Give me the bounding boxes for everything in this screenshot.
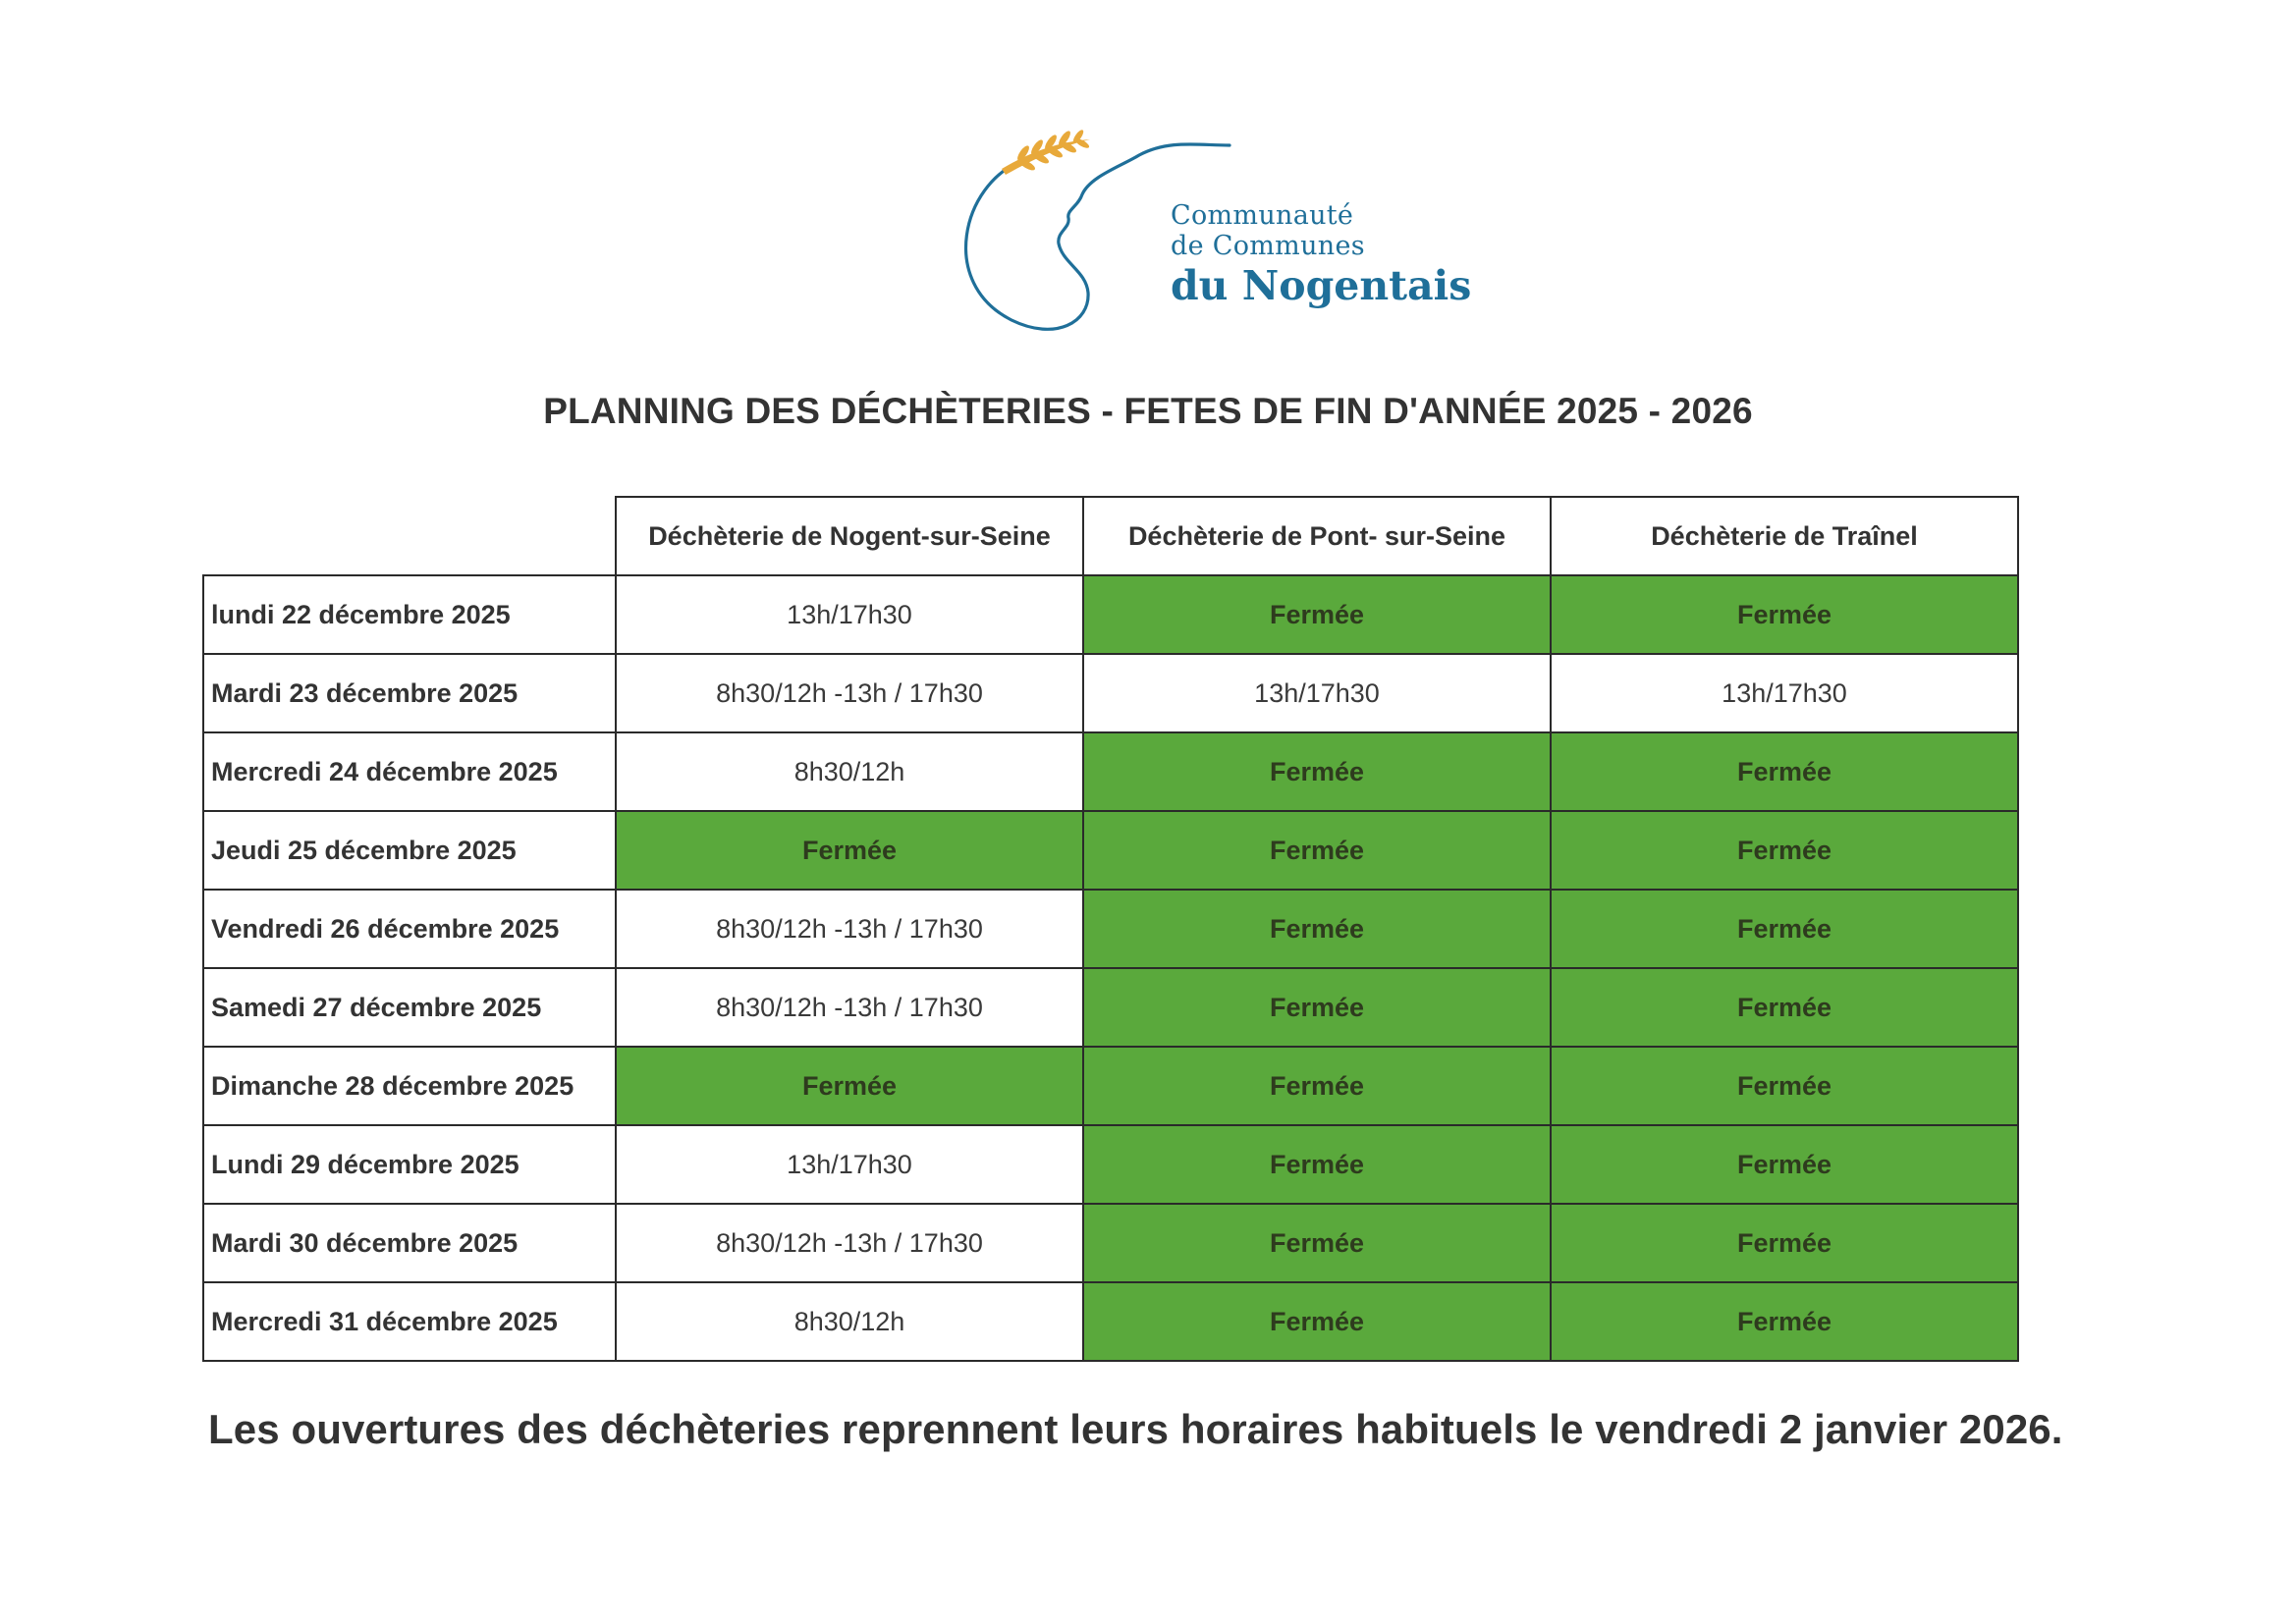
header-trainel: Déchèterie de Traînel [1551, 497, 2018, 575]
page-title: PLANNING DES DÉCHÈTERIES - FETES DE FIN D'ANNÉE 2025 - 2026 [543, 391, 1753, 431]
day-cell: Mardi 23 décembre 2025 [203, 654, 616, 732]
nogent-cell: 8h30/12h -13h / 17h30 [616, 1204, 1083, 1282]
trainel-cell: 13h/17h30 [1551, 654, 2018, 732]
footer-note: Les ouvertures des déchèteries reprennent leurs horaires habituels le vendredi 2 janvier 2026. [208, 1406, 2063, 1452]
pont-cell: Fermée [1083, 1282, 1551, 1361]
logo-line-de-communes: de Communes [1171, 231, 1365, 262]
trainel-cell: Fermée [1551, 811, 2018, 890]
day-cell: Dimanche 28 décembre 2025 [203, 1047, 616, 1125]
trainel-cell: Fermée [1551, 968, 2018, 1047]
day-cell: Mercredi 31 décembre 2025 [203, 1282, 616, 1361]
pont-cell: Fermée [1083, 1047, 1551, 1125]
trainel-cell: Fermée [1551, 1047, 2018, 1125]
trainel-cell: Fermée [1551, 890, 2018, 968]
nogent-cell: 8h30/12h -13h / 17h30 [616, 890, 1083, 968]
table-row [203, 890, 2018, 968]
pont-cell: 13h/17h30 [1083, 654, 1551, 732]
logo-line-communaute: Communauté [1171, 200, 1354, 231]
pont-cell: Fermée [1083, 1204, 1551, 1282]
pont-cell: Fermée [1083, 575, 1551, 654]
logo [943, 126, 1473, 342]
trainel-cell: Fermée [1551, 1204, 2018, 1282]
table-row [203, 654, 2018, 732]
trainel-cell: Fermée [1551, 1125, 2018, 1204]
header-blank-cell [203, 497, 616, 575]
table-row [203, 1204, 2018, 1282]
day-cell: Vendredi 26 décembre 2025 [203, 890, 616, 968]
table-row [203, 1125, 2018, 1204]
pont-cell: Fermée [1083, 732, 1551, 811]
table-row [203, 968, 2018, 1047]
pont-cell: Fermée [1083, 1125, 1551, 1204]
table-row [203, 575, 2018, 654]
nogent-cell: 13h/17h30 [616, 575, 1083, 654]
logo-text [1171, 200, 1471, 309]
day-cell: Mercredi 24 décembre 2025 [203, 732, 616, 811]
table-row [203, 811, 2018, 890]
nogent-cell: 8h30/12h [616, 732, 1083, 811]
schedule-table [202, 496, 2019, 1362]
pont-cell: Fermée [1083, 811, 1551, 890]
nogent-cell: Fermée [616, 1047, 1083, 1125]
nogent-cell: Fermée [616, 811, 1083, 890]
nogent-cell: 8h30/12h -13h / 17h30 [616, 654, 1083, 732]
nogent-cell: 13h/17h30 [616, 1125, 1083, 1204]
pont-cell: Fermée [1083, 968, 1551, 1047]
header-pont: Déchèterie de Pont- sur-Seine [1083, 497, 1551, 575]
day-cell: lundi 22 décembre 2025 [203, 575, 616, 654]
trainel-cell: Fermée [1551, 1282, 2018, 1361]
day-cell: Jeudi 25 décembre 2025 [203, 811, 616, 890]
logo-line-du-nogentais: du Nogentais [1171, 262, 1472, 310]
trainel-cell: Fermée [1551, 732, 2018, 811]
day-cell: Mardi 30 décembre 2025 [203, 1204, 616, 1282]
table-row [203, 1282, 2018, 1361]
pont-cell: Fermée [1083, 890, 1551, 968]
trainel-cell: Fermée [1551, 575, 2018, 654]
table-row [203, 1047, 2018, 1125]
day-cell: Lundi 29 décembre 2025 [203, 1125, 616, 1204]
day-cell: Samedi 27 décembre 2025 [203, 968, 616, 1047]
table-header-row [203, 497, 2018, 575]
table-row [203, 732, 2018, 811]
nogent-cell: 8h30/12h [616, 1282, 1083, 1361]
nogent-cell: 8h30/12h -13h / 17h30 [616, 968, 1083, 1047]
header-nogent: Déchèterie de Nogent-sur-Seine [616, 497, 1083, 575]
